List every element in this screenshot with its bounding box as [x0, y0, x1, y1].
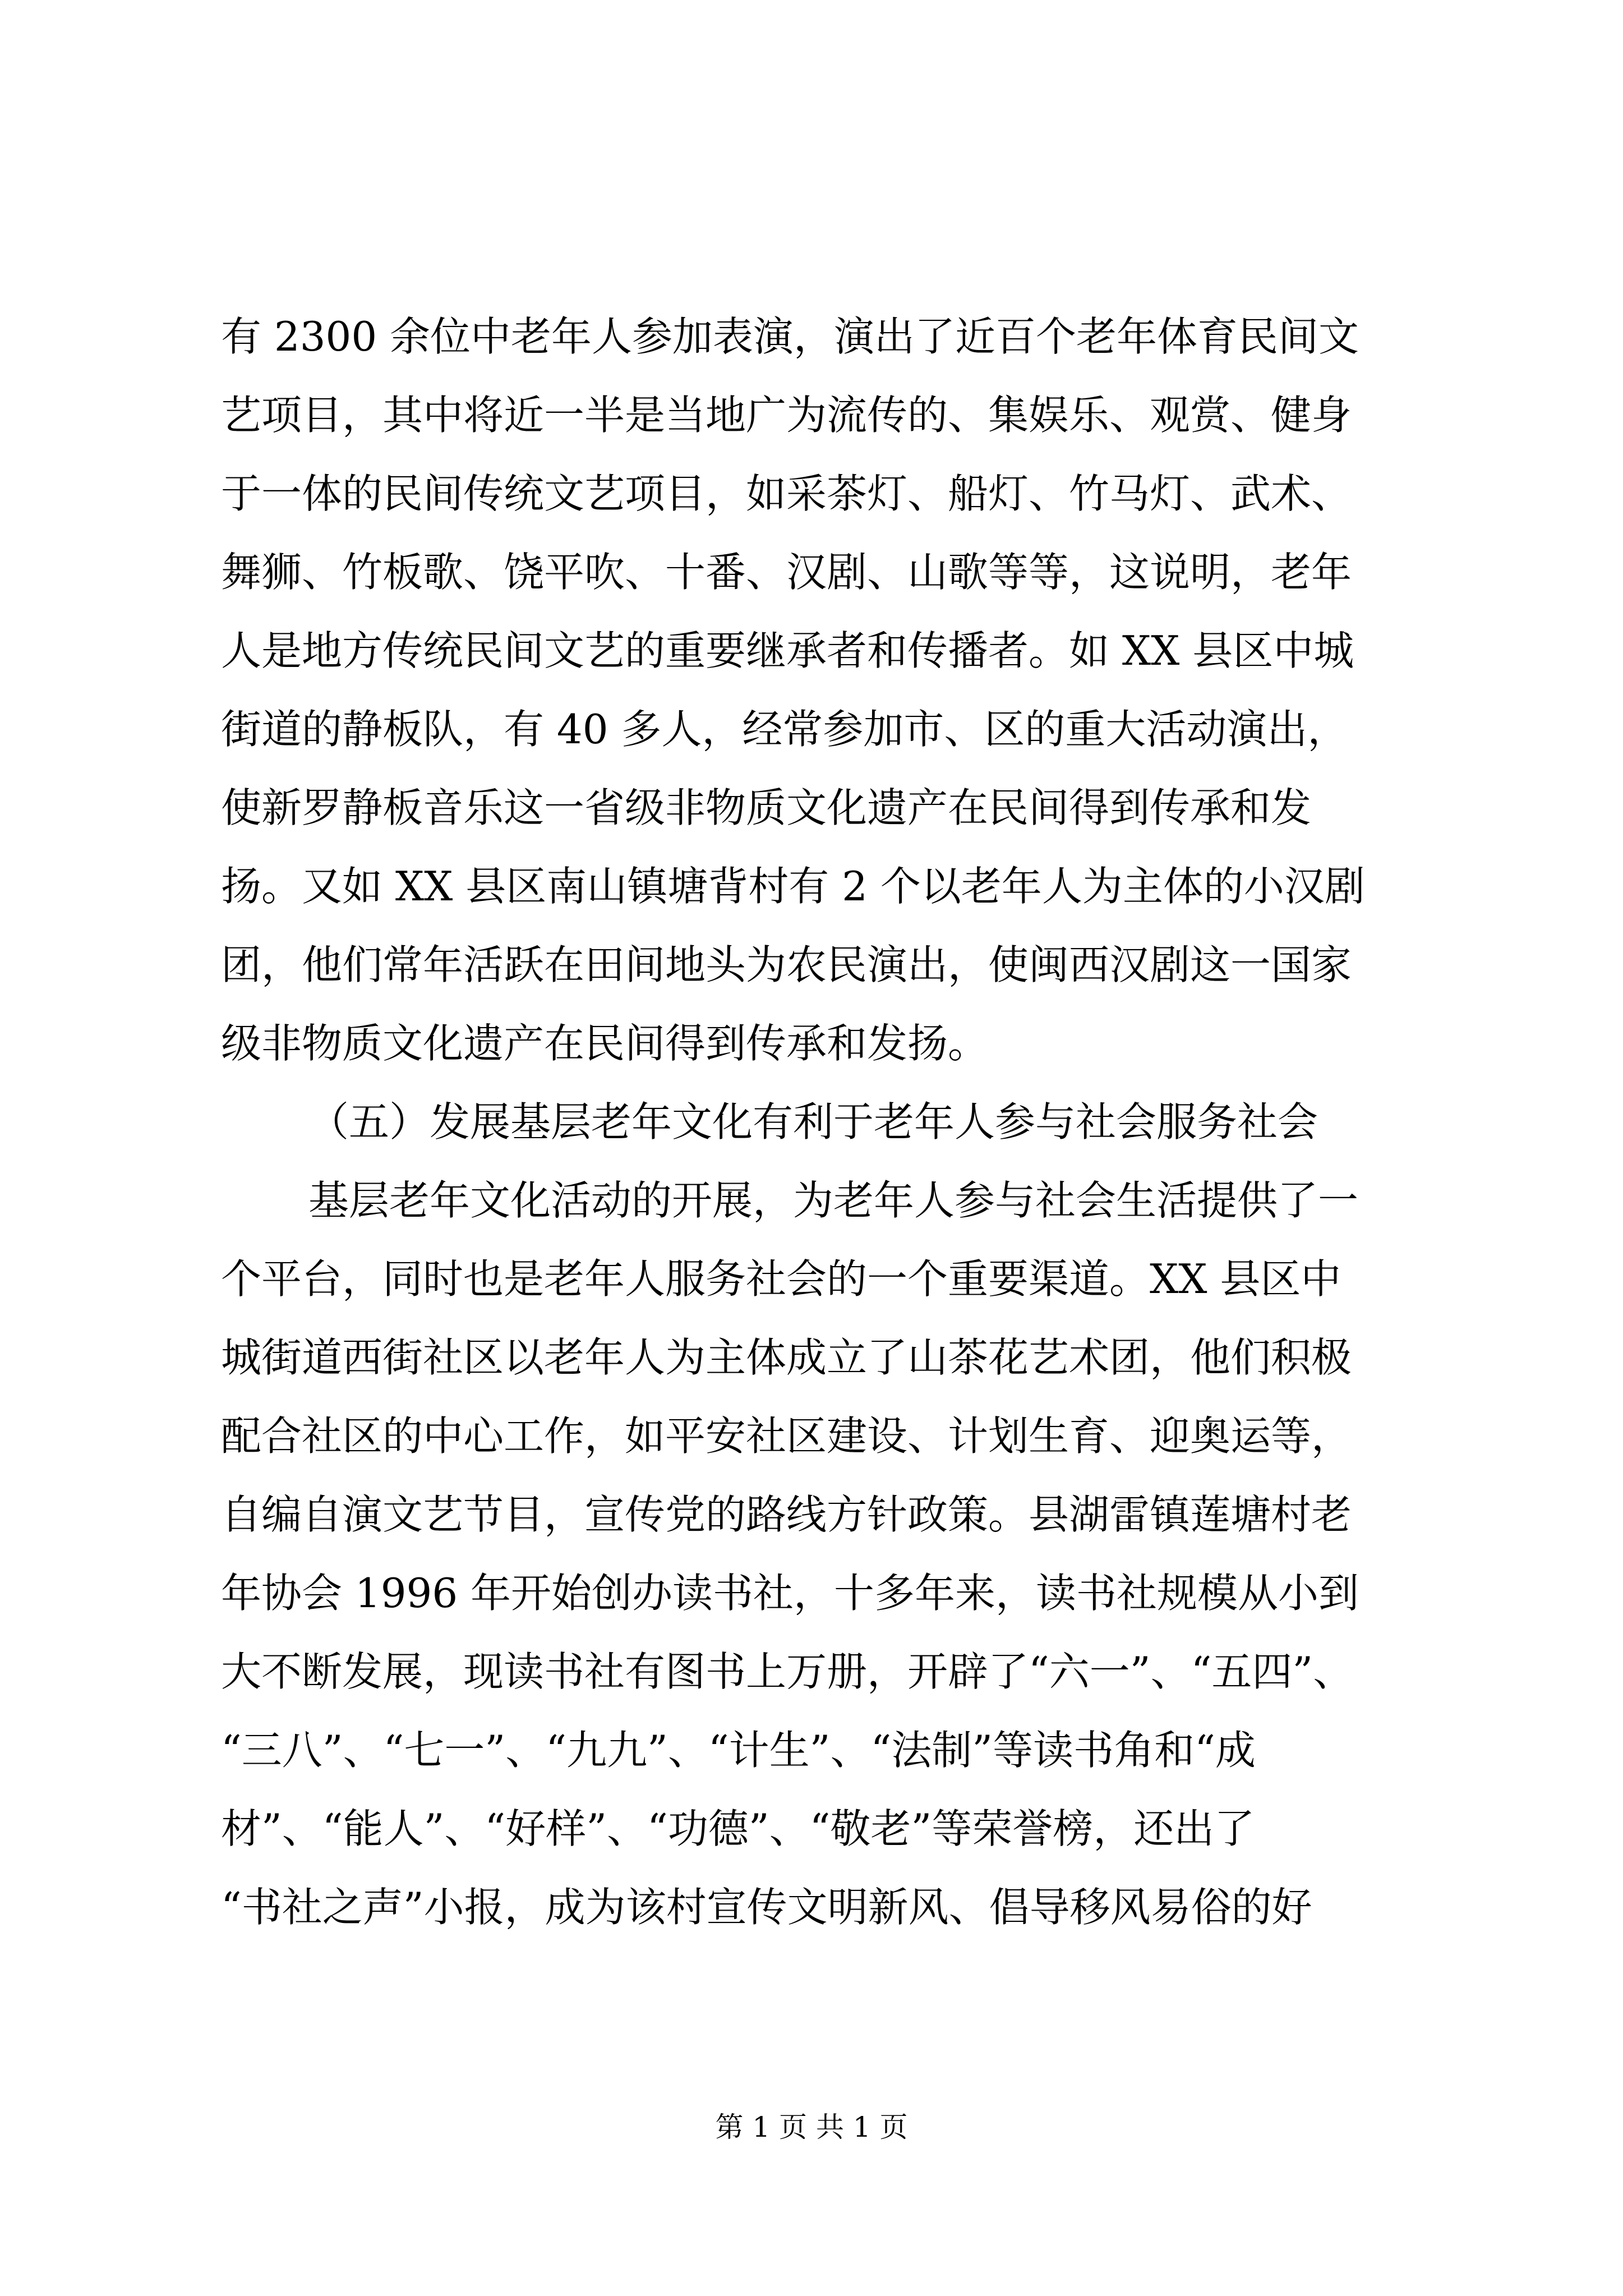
body-line-14: 城街道西街社区以老年人为主体成立了山茶花艺术团，他们积极 — [221, 1334, 1352, 1381]
body-line-18: 大不断发展，现读书社有图书上万册，开辟了“六一”、“五四”、 — [221, 1648, 1354, 1695]
section-heading: （五）发展基层老年文化有利于老年人参与社会服务社会 — [308, 1098, 1318, 1145]
body-line-19: “三八”、“七一”、“九九”、“计生”、“法制”等读书角和“成 — [221, 1727, 1256, 1774]
body-line-10: 级非物质文化遗产在民间得到传承和发扬。 — [221, 1020, 989, 1067]
body-line-3: 于一体的民间传统文艺项目，如采茶灯、船灯、竹马灯、武术、 — [221, 470, 1352, 517]
body-line-21: “书社之声”小报，成为该村宣传文明新风、倡导移风易俗的好 — [221, 1884, 1312, 1931]
body-line-17: 年协会 1996 年开始创办读书社，十多年来，读书社规模从小到 — [221, 1570, 1359, 1617]
page-number-footer: 第 1 页 共 1 页 — [715, 2111, 908, 2143]
body-line-1: 有 2300 余位中老年人参加表演，演出了近百个老年体育民间文 — [221, 313, 1359, 360]
body-line-6: 街道的静板队，有 40 多人，经常参加市、区的重大活动演出， — [221, 706, 1348, 753]
body-line-8: 扬。又如 XX 县区南山镇塘背村有 2 个以老年人为主体的小汉剧 — [221, 863, 1365, 910]
body-line-12: 基层老年文化活动的开展，为老年人参与社会生活提供了一 — [308, 1177, 1359, 1224]
body-line-20: 材”、“能人”、“好样”、“功德”、“敬老”等荣誉榜，还出了 — [221, 1805, 1255, 1852]
body-line-7: 使新罗静板音乐这一省级非物质文化遗产在民间得到传承和发 — [221, 784, 1312, 831]
body-line-9: 团，他们常年活跃在田间地头为农民演出，使闽西汉剧这一国家 — [221, 941, 1352, 988]
body-line-13: 个平台，同时也是老年人服务社会的一个重要渠道。XX 县区中 — [221, 1255, 1341, 1303]
body-line-16: 自编自演文艺节目，宣传党的路线方针政策。县湖雷镇莲塘村老 — [221, 1491, 1352, 1538]
body-line-4: 舞狮、竹板歌、饶平吹、十番、汉剧、山歌等等，这说明，老年 — [221, 549, 1352, 596]
body-line-5: 人是地方传统民间文艺的重要继承者和传播者。如 XX 县区中城 — [221, 627, 1354, 674]
body-line-2: 艺项目，其中将近一半是当地广为流传的、集娱乐、观赏、健身 — [221, 392, 1352, 439]
body-line-15: 配合社区的中心工作，如平安社区建设、计划生育、迎奥运等， — [221, 1412, 1352, 1460]
